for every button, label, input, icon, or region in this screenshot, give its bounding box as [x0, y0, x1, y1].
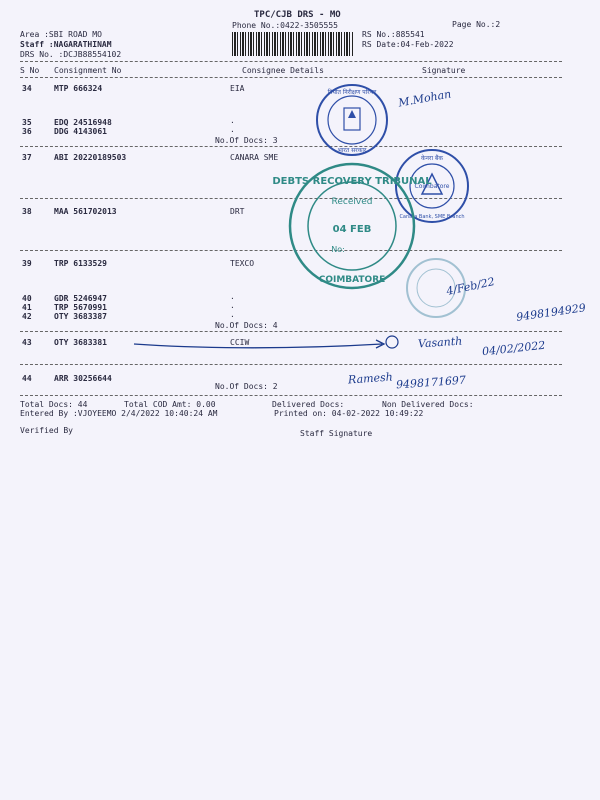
stamp-text: 04 FEB — [332, 224, 372, 235]
column-sno: S No — [20, 66, 40, 75]
staff-signature: Staff Signature — [300, 429, 373, 438]
row-details: . — [230, 310, 235, 319]
stamp-text: COIMBATORE — [318, 275, 386, 285]
stamp-text: निर्यात निरीक्षण परिषद — [327, 89, 377, 96]
non-delivered-docs: Non Delivered Docs: — [382, 400, 474, 409]
area-label: Area :SBI ROAD MO — [20, 30, 102, 39]
stamp-text: Received — [331, 197, 373, 207]
divider — [20, 395, 562, 396]
divider — [20, 77, 562, 78]
row-consignment: OTY 3683381 — [54, 338, 107, 347]
row-details: DRT — [230, 207, 245, 216]
row-sno: 38 — [22, 207, 32, 216]
row-details: EIA — [230, 84, 245, 93]
column-consignment: Consignment No — [54, 66, 122, 75]
handwritten-date: 4/Feb/22 — [445, 275, 496, 298]
divider — [20, 61, 562, 62]
row-sno: 39 — [22, 259, 32, 268]
row-details: TEXCO — [230, 259, 255, 268]
row-consignment: TRP 5670991 — [54, 303, 107, 312]
document-title: TPC/CJB DRS - MO — [254, 10, 341, 20]
row-details: . — [230, 301, 235, 310]
row-consignment: TRP 6133529 — [54, 259, 107, 268]
row-sno: 36 — [22, 127, 32, 136]
row-consignment: MTP 666324 — [54, 84, 103, 93]
row-sno: 37 — [22, 153, 32, 162]
stamp-text: Coimbatore — [414, 183, 450, 190]
total-cod: Total COD Amt: 0.00 — [124, 400, 216, 409]
divider — [20, 146, 562, 147]
row-sno: 40 — [22, 294, 32, 303]
stamp-text: No: — [331, 245, 345, 254]
row-consignment: ABI 20220189503 — [54, 153, 127, 162]
staff-label: Staff :NAGARATHINAM — [20, 40, 112, 49]
row-consignment: EDQ 24516948 — [54, 118, 112, 127]
handwritten-arrow — [130, 330, 400, 360]
handwritten-signature: Ramesh — [347, 370, 394, 387]
inspection-council-stamp — [314, 82, 390, 158]
row-sno: 43 — [22, 338, 32, 347]
stamp-text: भारत सरकार — [337, 147, 367, 154]
column-consignee: Consignee Details — [242, 66, 324, 75]
row-consignment: DDG 4143061 — [54, 127, 107, 136]
row-sno: 35 — [22, 118, 32, 127]
row-details: CANARA SME — [230, 153, 279, 162]
row-sno: 44 — [22, 374, 32, 383]
rs-date: RS Date:04-Feb-2022 — [362, 40, 454, 49]
row-sno: 41 — [22, 303, 32, 312]
stamp-text: केनरा बैंक — [421, 155, 443, 162]
row-consignment: OTY 3683387 — [54, 312, 107, 321]
printed-on: Printed on: 04-02-2022 10:49:22 — [274, 409, 424, 418]
no-of-docs: No.Of Docs: 3 — [215, 136, 278, 145]
handwritten-phone: 9498171697 — [395, 373, 467, 392]
page-number: Page No.:2 — [452, 20, 501, 29]
handwritten-signature: M.Mohan — [397, 87, 453, 110]
total-docs: Total Docs: 44 — [20, 400, 88, 409]
phone-number: Phone No.:0422-3505555 — [232, 21, 338, 30]
drs-number: DRS No. :DCJB88554102 — [20, 50, 122, 59]
handwritten-date: 04/02/2022 — [481, 338, 546, 359]
row-sno: 34 — [22, 84, 32, 93]
handwritten-phone: 9498194929 — [515, 301, 587, 324]
barcode-image — [232, 32, 354, 56]
row-details: CCIW — [230, 338, 250, 347]
stamp-text: Canara Bank, SME Branch — [399, 214, 465, 220]
row-consignment: MAA 561702013 — [54, 207, 117, 216]
handwritten-signature: Vasanth — [417, 334, 463, 351]
no-of-docs: No.Of Docs: 2 — [215, 382, 278, 391]
divider — [20, 364, 562, 365]
entered-by: Entered By :VJOYEEMO 2/4/2022 10:40:24 AM — [20, 409, 218, 418]
row-sno: 42 — [22, 312, 32, 321]
row-details: . — [230, 116, 235, 125]
row-details: . — [230, 125, 235, 134]
row-consignment: ARR 30256644 — [54, 374, 112, 383]
rs-number: RS No.:885541 — [362, 30, 425, 39]
verified-by: Verified By — [20, 426, 73, 435]
delivered-docs: Delivered Docs: — [272, 400, 345, 409]
column-signature: Signature — [422, 66, 466, 75]
no-of-docs: No.Of Docs: 4 — [215, 321, 278, 330]
row-details: . — [230, 292, 235, 301]
row-consignment: GDR 5246947 — [54, 294, 107, 303]
stamp-text: DEBTS RECOVERY TRIBUNAL — [272, 176, 432, 187]
